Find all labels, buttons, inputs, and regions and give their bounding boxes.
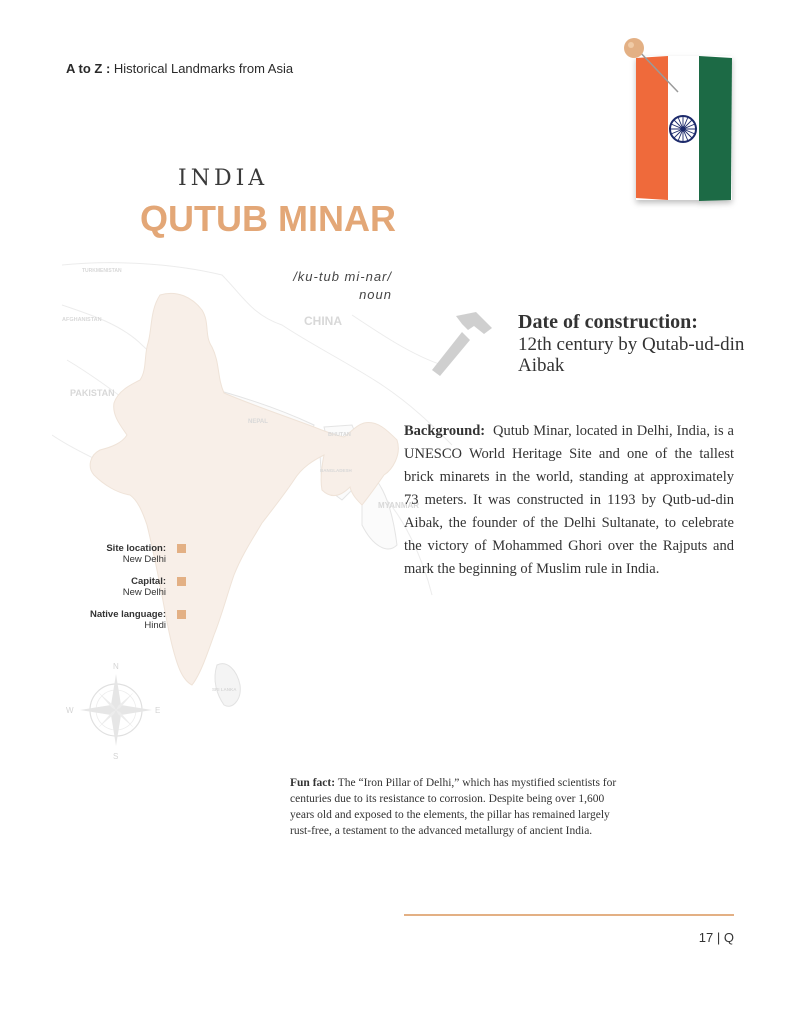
background-text: Qutub Minar, located in Delhi, India, is a UNESCO World Heritage Site and one of the tallest brick minarets in the world, standing at approximately 73 meters. It was constructed in 1193 by Qutb-ud-din Aibak, the founder of the Delhi Sultanate, to celebrate the victory of Mohammed Ghori over the Rajputs and mark the beginning of Muslim rule in India. (404, 423, 734, 577)
legend-native-language (70, 609, 166, 631)
compass-rose-icon (66, 662, 160, 761)
legend-site-location (70, 543, 166, 565)
page-number (640, 930, 734, 945)
map-label-bangladesh: BANGLADESH (320, 468, 352, 473)
country-name: INDIA (178, 166, 269, 191)
map-label-china: CHINA (304, 314, 342, 328)
legend-swatch (177, 577, 186, 586)
legend-capital (70, 576, 166, 598)
map-label-myanmar: MYANMAR (378, 501, 420, 510)
legend-value: New Delhi (122, 587, 166, 598)
legend-label: Capital: (131, 576, 166, 587)
page-separator: | (713, 930, 724, 945)
map-label-afghanistan: AFGHANISTAN (62, 317, 102, 323)
fun-fact-label: Fun fact: (290, 777, 336, 789)
landmark-title: QUTUB MINAR (140, 198, 396, 239)
map-label-sri-lanka: SRI LANKA (212, 687, 237, 692)
india-flag-icon (620, 36, 740, 221)
construction-label: Date of construction: (518, 311, 698, 333)
map-label-turkmenistan: TURKMENISTAN (82, 268, 122, 274)
map-label-nepal: NEPAL (248, 419, 268, 425)
series-title: A to Z (66, 61, 103, 76)
pronunciation-text: /ku-tub mi-nar/ (293, 269, 392, 284)
section-letter: Q (723, 930, 734, 945)
map-label-pakistan: PAKISTAN (70, 388, 115, 398)
legend-swatch (177, 544, 186, 553)
background-label: Background: (404, 423, 486, 439)
header-separator: : (102, 61, 114, 76)
page-header (66, 61, 293, 76)
background-paragraph (404, 420, 734, 581)
compass-e: E (155, 706, 161, 715)
legend-swatch (177, 610, 186, 619)
compass-w: W (66, 706, 74, 715)
legend-label: Site location: (106, 543, 166, 554)
fun-fact-paragraph (290, 775, 620, 839)
legend-value: Hindi (144, 620, 166, 631)
hammer-icon (428, 310, 508, 380)
construction-info (518, 311, 748, 376)
series-subtitle: Historical Landmarks from Asia (113, 61, 294, 76)
map-label-bhutan: BHUTAN (328, 432, 351, 438)
word-class: noun (359, 287, 392, 302)
legend-label: Native language: (89, 609, 166, 620)
fun-fact-text: The “Iron Pillar of Delhi,” which has mystified scientists for centuries due to its resistance to corrosion. Despite being over 1,600 years old and exposed to the elements, the pillar has remained largely rust-free, a testament to the advanced metallurgy of ancient India. (290, 777, 617, 837)
legend-value: New Delhi (122, 554, 166, 565)
footer-divider (404, 914, 734, 916)
compass-s: S (113, 752, 119, 761)
construction-value: 12th century by Qutab-ud-din Aibak (518, 334, 745, 376)
compass-n: N (113, 662, 119, 671)
page-number-value: 17 (698, 930, 714, 945)
